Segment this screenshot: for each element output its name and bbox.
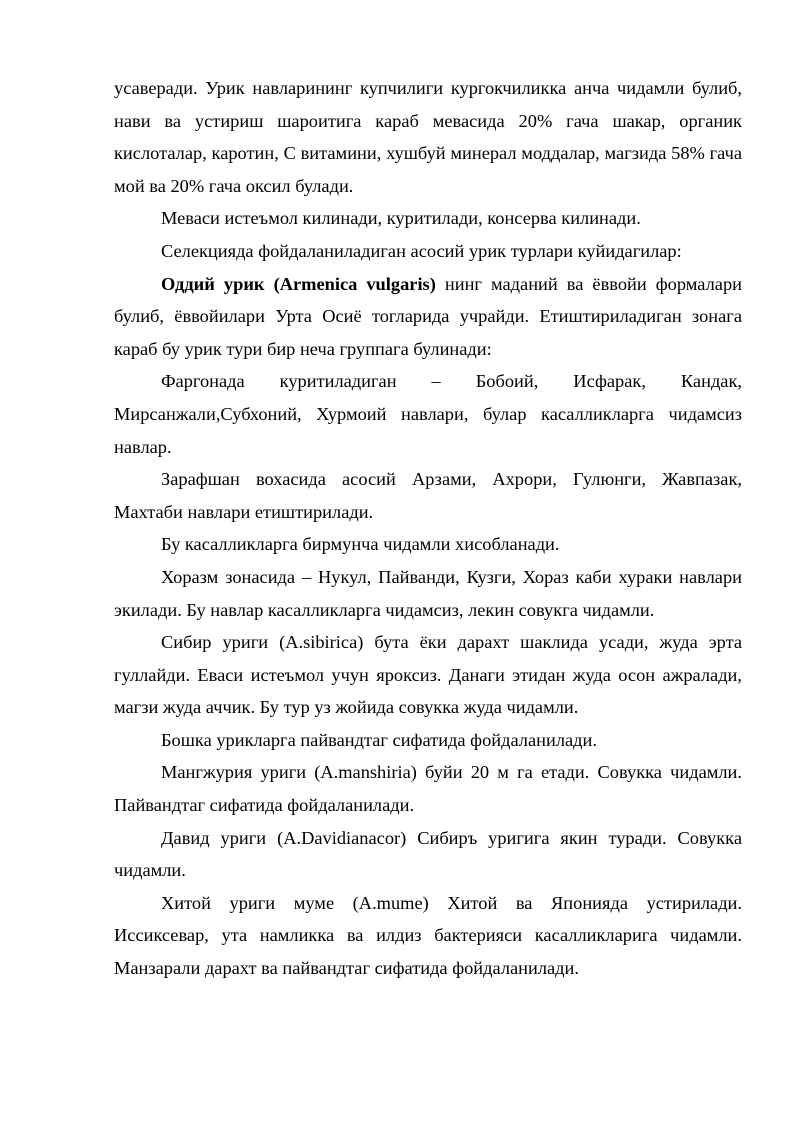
paragraph-12: Давид уриги (A.Davidianacor) Сибиръ уригига якин туради. Совукка чидамли. — [114, 827, 742, 881]
paragraph-5: Фаргонада куритиладиган – Бобоий, Исфарак, Кандак, Мирсанжали,Субхоний, Хурмоий навлари, булар касалликларга чидамсиз навлар. — [114, 371, 742, 457]
paragraph-7: Бу касалликларга бирмунча чидамли хисобланади. — [161, 534, 560, 555]
document-page — [114, 72, 742, 985]
paragraph-1: усаверади. Урик навларининг купчилиги кургокчиликка анча чидамли булиб, нави ва устириш шароитига караб мевасида 20% гача шакар, органик кислоталар, каротин, С витамини, хушбуй минерал моддалар, магзида 58% гача мой ва 20% гача оксил булади. — [114, 78, 742, 196]
paragraph-4-text: нинг маданий ва ёввойи формалари булиб, ёввойилари Урта Осиё тогларида учрайди. Етиштириладиган зонага караб бу урик тури бир неча группага булинади: — [114, 273, 742, 359]
paragraph-9: Сибир уриги (A.sibirica) бута ёки дарахт шаклида усади, жуда эрта гуллайди. Еваси истеъмол учун яроксиз. Данаги этидан жуда осон ажралади, магзи жуда аччик. Бу тур уз жойида совукка жуда чидамли. — [114, 632, 742, 718]
paragraph-8: Хоразм зонасида – Нукул, Пайванди, Кузги, Хораз каби хураки навлари экилади. Бу навлар касалликларга чидамсиз, лекин совукга чидамли. — [114, 566, 742, 620]
paragraph-10: Бошка урикларга пайвандтаг сифатида фойдаланилади. — [161, 729, 597, 750]
paragraph-4 — [114, 268, 742, 366]
paragraph-11: Мангжурия уриги (A.manshiria) буйи 20 м га етади. Совукка чидамли. Пайвандтаг сифатида фойдаланилади. — [114, 762, 742, 816]
species-name-bold: Оддий урик (Armenica vulgaris) — [161, 273, 436, 294]
paragraph-13: Хитой уриги муме (A.mume) Хитой ва Японияда устирилади. Иссиксевар, ута намликка ва илдиз бактерияси касалликларига чидамли. Манзарали дарахт ва пайвандтаг сифатида фойдаланилади. — [114, 892, 742, 979]
paragraph-6: Зарафшан вохасида асосий Арзами, Ахрори, Гулюнги, Жавпазак, Махтаби навлари етиштирилади. — [114, 469, 742, 522]
paragraph-2: Меваси истеъмол килинади, куритилади, консерва килинади. — [161, 208, 641, 229]
paragraph-3: Селекцияда фойдаланиладиган асосий урик турлари куйидагилар: — [161, 240, 682, 261]
